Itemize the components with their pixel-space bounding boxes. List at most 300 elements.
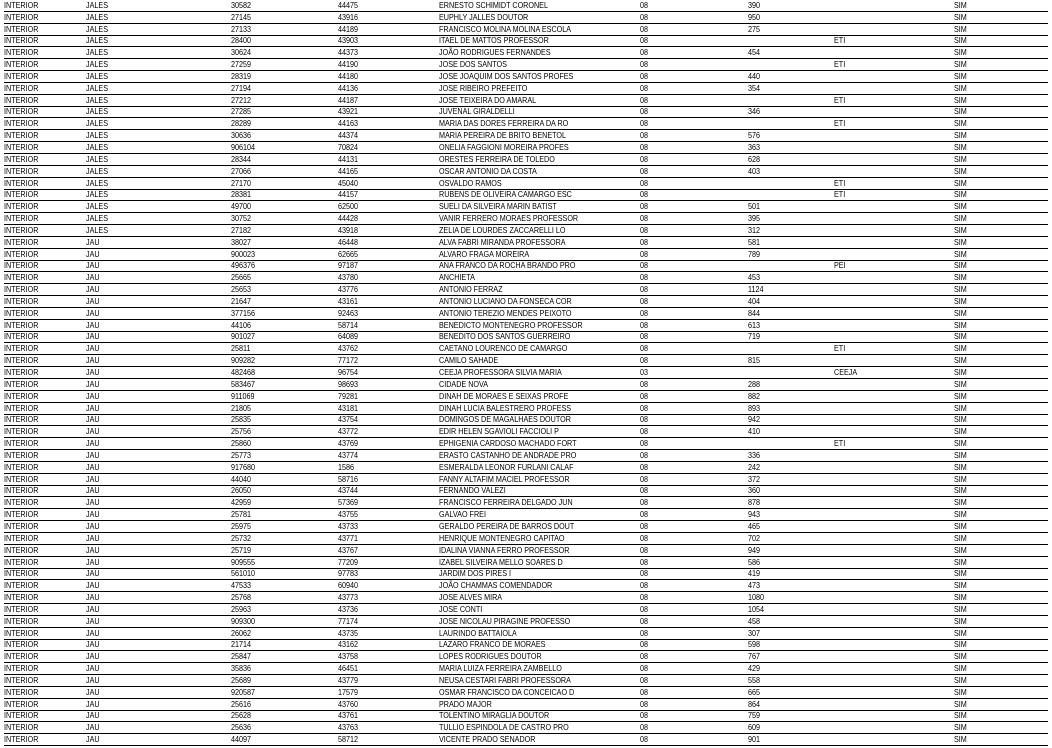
type-cell: 08 — [640, 509, 649, 520]
status-cell: SIM — [954, 710, 967, 721]
type-cell: 08 — [640, 556, 649, 567]
school-name-cell: ERASTO CASTANHO DE ANDRADE PRO — [439, 449, 577, 460]
cie-cell: 44374 — [338, 130, 359, 141]
code-cell: 25665 — [231, 272, 252, 283]
directorate-cell: JALES — [86, 11, 109, 22]
status-cell: SIM — [954, 70, 967, 81]
region-cell: INTERIOR — [4, 106, 39, 117]
status-cell: SIM — [954, 295, 967, 306]
code-cell: 21647 — [231, 295, 252, 306]
school-name-cell: LAURINDO BATTAIOLA — [439, 627, 517, 638]
code-cell: 920587 — [231, 686, 256, 697]
school-name-cell: RUBENS DE OLIVEIRA CAMARGO ESC — [439, 189, 572, 200]
count-cell: 789 — [748, 248, 761, 259]
directorate-cell: JAU — [86, 627, 100, 638]
directorate-cell: JAU — [86, 295, 100, 306]
table-row — [4, 190, 1048, 202]
cie-cell: 44180 — [338, 70, 359, 81]
cie-cell: 97783 — [338, 568, 359, 579]
status-cell: SIM — [954, 319, 967, 330]
cie-cell: 43921 — [338, 106, 359, 117]
code-cell: 27133 — [231, 23, 252, 34]
program-cell: ETI — [834, 343, 846, 354]
type-cell: 08 — [640, 674, 649, 685]
status-cell: SIM — [954, 141, 967, 152]
region-cell: INTERIOR — [4, 532, 39, 543]
directorate-cell: JALES — [86, 23, 109, 34]
code-cell: 42959 — [231, 497, 252, 508]
status-cell: SIM — [954, 544, 967, 555]
region-cell: INTERIOR — [4, 367, 39, 377]
school-name-cell: ALVARO FRAGA MOREIRA — [439, 248, 530, 259]
status-cell: SIM — [954, 47, 967, 58]
cie-cell: 43771 — [338, 532, 359, 543]
count-cell: 702 — [748, 532, 761, 543]
directorate-cell: JAU — [86, 651, 100, 662]
directorate-cell: JALES — [86, 118, 109, 129]
directorate-cell: JALES — [86, 59, 109, 70]
status-cell: SIM — [954, 284, 967, 295]
school-name-cell: NEUSA CESTARI FABRI PROFESSORA — [439, 674, 571, 685]
school-name-cell: EUPHLY JALLES DOUTOR — [439, 11, 529, 22]
directorate-cell: JAU — [86, 307, 100, 318]
status-cell: SIM — [954, 414, 967, 425]
cie-cell: 43767 — [338, 544, 359, 555]
directorate-cell: JAU — [86, 461, 100, 472]
table-row — [4, 284, 1048, 296]
count-cell: 275 — [748, 23, 761, 34]
status-cell: SIM — [954, 260, 967, 271]
type-cell: 08 — [640, 189, 649, 200]
table-row — [4, 580, 1048, 592]
table-row — [4, 166, 1048, 178]
region-cell: INTERIOR — [4, 141, 39, 152]
table-row — [4, 201, 1048, 213]
code-cell: 28400 — [231, 35, 252, 46]
code-cell: 27259 — [231, 59, 252, 70]
school-name-cell: JOSE DOS SANTOS — [439, 59, 507, 70]
school-name-cell: ALVA FABRI MIRANDA PROFESSORA — [439, 236, 566, 247]
count-cell: 454 — [748, 47, 761, 58]
directorate-cell: JAU — [86, 390, 100, 401]
code-cell: 44106 — [231, 319, 252, 330]
status-cell: SIM — [954, 698, 967, 709]
type-cell: 08 — [640, 461, 649, 472]
code-cell: 909300 — [231, 615, 256, 626]
program-cell: ETI — [834, 438, 846, 449]
count-cell: 878 — [748, 497, 761, 508]
cie-cell: 46448 — [338, 236, 359, 247]
cie-cell: 43736 — [338, 603, 359, 614]
directorate-cell: JAU — [86, 248, 100, 259]
cie-cell: 79281 — [338, 390, 359, 401]
table-row — [4, 533, 1048, 545]
status-cell: SIM — [954, 509, 967, 520]
status-cell: SIM — [954, 390, 967, 401]
region-cell: INTERIOR — [4, 118, 39, 129]
region-cell: INTERIOR — [4, 449, 39, 460]
type-cell: 08 — [640, 592, 649, 603]
cie-cell: 43181 — [338, 402, 359, 413]
table-row — [4, 640, 1048, 652]
table-row — [4, 509, 1048, 521]
school-name-cell: CEEJA PROFESSORA SILVIA MARIA — [439, 367, 562, 377]
code-cell: 25653 — [231, 284, 252, 295]
directorate-cell: JAU — [86, 343, 100, 354]
table-row — [4, 628, 1048, 640]
region-cell: INTERIOR — [4, 485, 39, 496]
status-cell: SIM — [954, 674, 967, 685]
directorate-cell: JAU — [86, 497, 100, 508]
directorate-cell: JALES — [86, 130, 109, 141]
directorate-cell: JALES — [86, 177, 109, 188]
school-name-cell: FANNY ALTAFIM MACIEL PROFESSOR — [439, 473, 570, 484]
cie-cell: 43744 — [338, 485, 359, 496]
school-name-cell: PRADO MAJOR — [439, 698, 492, 709]
school-name-cell: FRANCISCO MOLINA MOLINA ESCOLA — [439, 23, 572, 34]
code-cell: 25636 — [231, 722, 252, 733]
table-row — [4, 355, 1048, 367]
region-cell: INTERIOR — [4, 497, 39, 508]
code-cell: 38027 — [231, 236, 252, 247]
status-cell: SIM — [954, 485, 967, 496]
cie-cell: 43772 — [338, 426, 359, 437]
table-row — [4, 450, 1048, 462]
directorate-cell: JAU — [86, 236, 100, 247]
status-cell: SIM — [954, 59, 967, 70]
directorate-cell: JALES — [86, 106, 109, 117]
status-cell: SIM — [954, 213, 967, 224]
code-cell: 25781 — [231, 509, 252, 520]
count-cell: 395 — [748, 213, 761, 224]
status-cell: SIM — [954, 520, 967, 531]
cie-cell: 43903 — [338, 35, 359, 46]
cie-cell: 44475 — [338, 0, 359, 10]
region-cell: INTERIOR — [4, 47, 39, 58]
region-cell: INTERIOR — [4, 615, 39, 626]
cie-cell: 77172 — [338, 355, 359, 366]
school-name-cell: MARIA PEREIRA DE BRITO BENETOL — [439, 130, 567, 141]
type-cell: 08 — [640, 23, 649, 34]
table-row — [4, 521, 1048, 533]
directorate-cell: JAU — [86, 260, 100, 271]
region-cell: INTERIOR — [4, 426, 39, 437]
table-row — [4, 332, 1048, 344]
count-cell: 942 — [748, 414, 761, 425]
status-cell: SIM — [954, 580, 967, 591]
code-cell: 900023 — [231, 248, 256, 259]
school-name-cell: LAZARO FRANCO DE MORAES — [439, 639, 546, 650]
table-row — [4, 24, 1048, 36]
type-cell: 08 — [640, 213, 649, 224]
cie-cell: 92463 — [338, 307, 359, 318]
type-cell: 08 — [640, 11, 649, 22]
count-cell: 598 — [748, 639, 761, 650]
code-cell: 25689 — [231, 674, 252, 685]
code-cell: 901027 — [231, 331, 256, 342]
cie-cell: 43735 — [338, 627, 359, 638]
cie-cell: 43769 — [338, 438, 359, 449]
cie-cell: 44157 — [338, 189, 359, 200]
directorate-cell: JALES — [86, 82, 109, 93]
directorate-cell: JAU — [86, 674, 100, 685]
cie-cell: 97187 — [338, 260, 359, 271]
type-cell: 08 — [640, 449, 649, 460]
table-row — [4, 438, 1048, 450]
region-cell: INTERIOR — [4, 284, 39, 295]
cie-cell: 44190 — [338, 59, 359, 70]
type-cell: 08 — [640, 59, 649, 70]
directorate-cell: JAU — [86, 414, 100, 425]
region-cell: INTERIOR — [4, 0, 39, 10]
region-cell: INTERIOR — [4, 710, 39, 721]
type-cell: 08 — [640, 580, 649, 591]
type-cell: 08 — [640, 165, 649, 176]
count-cell: 901 — [748, 734, 761, 745]
school-name-cell: BENEDITO DOS SANTOS GUERREIRO — [439, 331, 571, 342]
type-cell: 08 — [640, 272, 649, 283]
code-cell: 561010 — [231, 568, 256, 579]
type-cell: 08 — [640, 106, 649, 117]
status-cell: SIM — [954, 473, 967, 484]
cie-cell: 44136 — [338, 82, 359, 93]
count-cell: 404 — [748, 295, 761, 306]
table-row — [4, 462, 1048, 474]
count-cell: 288 — [748, 378, 761, 389]
program-cell: ETI — [834, 118, 846, 129]
cie-cell: 43162 — [338, 639, 359, 650]
table-row — [4, 47, 1048, 59]
program-cell: ETI — [834, 35, 846, 46]
code-cell: 30752 — [231, 213, 252, 224]
directorate-cell: JAU — [86, 698, 100, 709]
type-cell: 08 — [640, 473, 649, 484]
table-row — [4, 379, 1048, 391]
program-cell: ETI — [834, 177, 846, 188]
code-cell: 25835 — [231, 414, 252, 425]
school-name-cell: JOÃO CHAMMAS COMENDADOR — [439, 580, 553, 591]
region-cell: INTERIOR — [4, 224, 39, 235]
type-cell: 08 — [640, 686, 649, 697]
count-cell: 312 — [748, 224, 761, 235]
table-row — [4, 0, 1048, 12]
region-cell: INTERIOR — [4, 59, 39, 70]
count-cell: 360 — [748, 485, 761, 496]
table-row — [4, 722, 1048, 734]
type-cell: 08 — [640, 402, 649, 413]
region-cell: INTERIOR — [4, 556, 39, 567]
school-name-cell: EPHIGENIA CARDOSO MACHADO FORT — [439, 438, 577, 449]
table-row — [4, 118, 1048, 130]
type-cell: 08 — [640, 130, 649, 141]
status-cell: SIM — [954, 118, 967, 129]
school-name-cell: JOSE ALVES MIRA — [439, 592, 503, 603]
table-row — [4, 59, 1048, 71]
count-cell: 1124 — [748, 284, 764, 295]
directorate-cell: JALES — [86, 35, 109, 46]
table-row — [4, 403, 1048, 415]
cie-cell: 43774 — [338, 449, 359, 460]
table-row — [4, 225, 1048, 237]
code-cell: 25719 — [231, 544, 252, 555]
cie-cell: 77174 — [338, 615, 359, 626]
cie-cell: 43754 — [338, 414, 359, 425]
region-cell: INTERIOR — [4, 414, 39, 425]
directorate-cell: JAU — [86, 615, 100, 626]
table-row — [4, 71, 1048, 83]
count-cell: 949 — [748, 544, 761, 555]
code-cell: 496376 — [231, 260, 256, 271]
cie-cell: 70824 — [338, 141, 359, 152]
region-cell: INTERIOR — [4, 272, 39, 283]
count-cell: 613 — [748, 319, 761, 330]
region-cell: INTERIOR — [4, 509, 39, 520]
directorate-cell: JAU — [86, 568, 100, 579]
status-cell: SIM — [954, 603, 967, 614]
count-cell: 893 — [748, 402, 761, 413]
count-cell: 1054 — [748, 603, 765, 614]
region-cell: INTERIOR — [4, 307, 39, 318]
status-cell: SIM — [954, 461, 967, 472]
school-name-cell: FERNANDO VALEZI — [439, 485, 506, 496]
cie-cell: 43161 — [338, 295, 359, 306]
directorate-cell: JAU — [86, 367, 100, 377]
region-cell: INTERIOR — [4, 343, 39, 354]
table-row — [4, 592, 1048, 604]
region-cell: INTERIOR — [4, 153, 39, 164]
code-cell: 25975 — [231, 520, 252, 531]
region-cell: INTERIOR — [4, 722, 39, 733]
code-cell: 25963 — [231, 603, 252, 614]
directorate-cell: JAU — [86, 378, 100, 389]
code-cell: 27170 — [231, 177, 252, 188]
region-cell: INTERIOR — [4, 177, 39, 188]
region-cell: INTERIOR — [4, 402, 39, 413]
directorate-cell: JAU — [86, 639, 100, 650]
code-cell: 25628 — [231, 710, 252, 721]
school-name-cell: CAMILO SAHADE — [439, 355, 499, 366]
status-cell: SIM — [954, 568, 967, 579]
table-row — [4, 557, 1048, 569]
code-cell: 377156 — [231, 307, 256, 318]
code-cell: 44097 — [231, 734, 252, 745]
count-cell: 558 — [748, 674, 761, 685]
school-name-cell: SUELI DA SILVEIRA MARIN BATIST — [439, 201, 557, 212]
count-cell: 390 — [748, 0, 761, 10]
region-cell: INTERIOR — [4, 319, 39, 330]
school-name-cell: TOLENTINO MIRAGLIA DOUTOR — [439, 710, 550, 721]
directorate-cell: JAU — [86, 402, 100, 413]
code-cell: 28381 — [231, 189, 252, 200]
region-cell: INTERIOR — [4, 686, 39, 697]
region-cell: INTERIOR — [4, 189, 39, 200]
directorate-cell: JAU — [86, 473, 100, 484]
directorate-cell: JAU — [86, 449, 100, 460]
type-cell: 08 — [640, 70, 649, 81]
status-cell: SIM — [954, 272, 967, 283]
type-cell: 08 — [640, 414, 649, 425]
region-cell: INTERIOR — [4, 603, 39, 614]
table-row — [4, 699, 1048, 711]
type-cell: 08 — [640, 651, 649, 662]
directorate-cell: JAU — [86, 663, 100, 674]
school-name-cell: IZABEL SILVEIRA MELLO SOARES D — [439, 556, 563, 567]
directorate-cell: JALES — [86, 153, 109, 164]
school-name-cell: FRANCISCO FERREIRA DELGADO JUN — [439, 497, 573, 508]
table-row — [4, 308, 1048, 320]
directorate-cell: JALES — [86, 141, 109, 152]
status-cell: SIM — [954, 0, 967, 10]
cie-cell: 43780 — [338, 272, 359, 283]
code-cell: 25773 — [231, 449, 252, 460]
code-cell: 27182 — [231, 224, 252, 235]
type-cell: 08 — [640, 663, 649, 674]
type-cell: 08 — [640, 343, 649, 354]
table-row — [4, 249, 1048, 261]
code-cell: 27066 — [231, 165, 252, 176]
code-cell: 482468 — [231, 367, 256, 377]
region-cell: INTERIOR — [4, 236, 39, 247]
type-cell: 08 — [640, 378, 649, 389]
status-cell: SIM — [954, 438, 967, 449]
status-cell: SIM — [954, 651, 967, 662]
table-row — [4, 486, 1048, 498]
directorate-cell: JAU — [86, 734, 100, 745]
directorate-cell: JAU — [86, 509, 100, 520]
directorate-cell: JAU — [86, 485, 100, 496]
school-name-cell: JOÃO RODRIGUES FERNANDES — [439, 47, 551, 58]
status-cell: SIM — [954, 153, 967, 164]
directorate-cell: JAU — [86, 686, 100, 697]
status-cell: SIM — [954, 592, 967, 603]
school-name-cell: JOSE CONTI — [439, 603, 483, 614]
type-cell: 08 — [640, 603, 649, 614]
school-name-cell: MARIA LUIZA FERREIRA ZAMBELLO — [439, 663, 562, 674]
cie-cell: 44189 — [338, 23, 359, 34]
status-cell: SIM — [954, 11, 967, 22]
type-cell: 08 — [640, 438, 649, 449]
region-cell: INTERIOR — [4, 165, 39, 176]
code-cell: 25811 — [231, 343, 251, 354]
type-cell: 08 — [640, 532, 649, 543]
count-cell: 307 — [748, 627, 761, 638]
count-cell: 429 — [748, 663, 761, 674]
status-cell: SIM — [954, 355, 967, 366]
school-name-cell: VANIR FERRERO MORAES PROFESSOR — [439, 213, 579, 224]
region-cell: INTERIOR — [4, 82, 39, 93]
status-cell: SIM — [954, 23, 967, 34]
code-cell: 25616 — [231, 698, 252, 709]
directorate-cell: JALES — [86, 70, 109, 81]
cie-cell: 43758 — [338, 651, 359, 662]
code-cell: 909555 — [231, 556, 256, 567]
cie-cell: 62665 — [338, 248, 359, 259]
table-row — [4, 142, 1048, 154]
code-cell: 21714 — [231, 639, 252, 650]
region-cell: INTERIOR — [4, 544, 39, 555]
type-cell: 08 — [640, 260, 649, 271]
directorate-cell: JAU — [86, 284, 100, 295]
region-cell: INTERIOR — [4, 734, 39, 745]
cie-cell: 60940 — [338, 580, 359, 591]
status-cell: SIM — [954, 426, 967, 437]
table-row — [4, 12, 1048, 24]
status-cell: SIM — [954, 82, 967, 93]
directorate-cell: JAU — [86, 532, 100, 543]
type-cell: 03 — [640, 367, 649, 377]
table-row — [4, 415, 1048, 427]
type-cell: 08 — [640, 698, 649, 709]
